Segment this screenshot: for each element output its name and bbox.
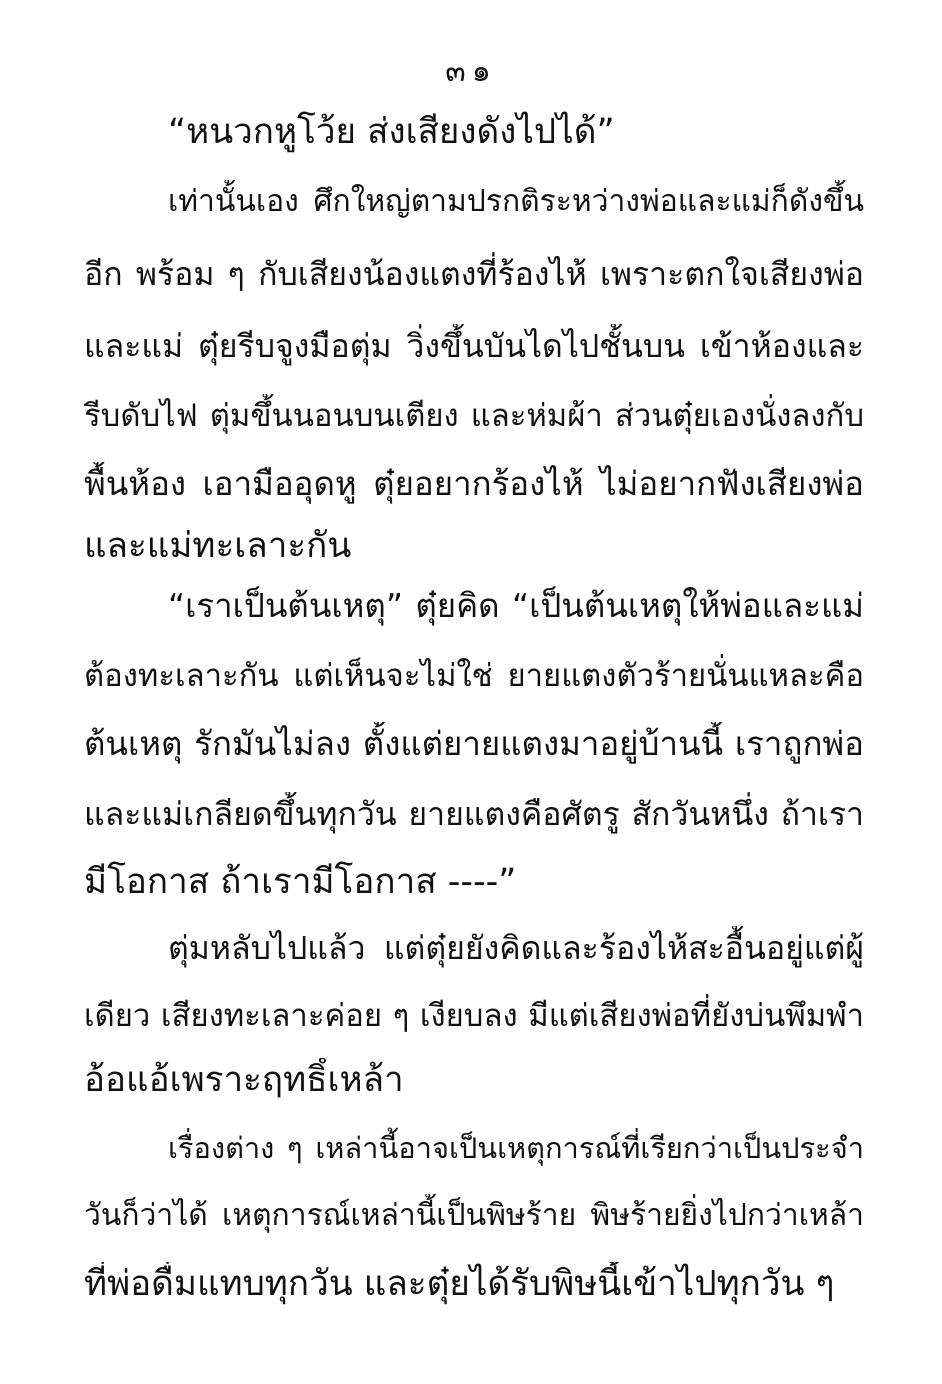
text-line: รีบดับไฟ ตุ่มขึ้นนอนบนเตียง และห่มผ้า ส่วนตุ๋ยเองนั่งลงกับ: [84, 398, 864, 434]
text-line: วันก็ว่าได้ เหตุการณ์เหล่านี้เป็นพิษร้าย พิษร้ายยิ่งไปกว่าเหล้า: [84, 1198, 864, 1233]
text-line: อีก พร้อม ๆ กับเสียงน้องแตงที่ร้องไห้ เพราะตกใจเสียงพ่อ: [84, 255, 864, 293]
page-number: ๓๑: [445, 54, 497, 89]
text-line: และแม่ทะเลาะกัน: [84, 526, 352, 566]
text-line: และแม่เกลียดขึ้นทุกวัน ยายแตงคือศัตรู สักวันหนึ่ง ถ้าเรา: [84, 795, 864, 833]
text-line: ที่พ่อดื่มแทบทุกวัน และตุ๋ยได้รับพิษนี้เข้าไปทุกวัน ๆ: [84, 1264, 835, 1304]
text-line: และแม่ ตุ๋ยรีบจูงมือตุ่ม วิ่งขึ้นบันไดไปชั้นบน เข้าห้องและ: [84, 327, 864, 365]
text-line: “หนวกหูโว้ย ส่งเสียงดังไปได้”: [168, 112, 615, 152]
text-line: “เราเป็นต้นเหตุ” ตุ๋ยคิด “เป็นต้นเหตุให้พ่อและแม่: [168, 586, 864, 625]
text-line: ต้องทะเลาะกัน แต่เห็นจะไม่ใช่ ยายแตงตัวร้ายนั่นแหละคือ: [84, 658, 864, 694]
text-line: เดียว เสียงทะเลาะค่อย ๆ เงียบลง มีแต่เสียงพ่อที่ยังบ่นพึมพำ: [84, 998, 864, 1034]
text-line: เท่านั้นเอง ศึกใหญ่ตามปรกติระหว่างพ่อและแม่ก็ดังขึ้น: [168, 184, 864, 219]
text-line: ตุ่มหลับไปแล้ว แต่ตุ๋ยยังคิดและร้องไห้สะอื้นอยู่แต่ผู้: [168, 929, 864, 967]
text-line: ต้นเหตุ รักมันไม่ลง ตั้งแต่ยายแตงมาอยู่บ้านนี้ เราถูกพ่อ: [84, 724, 864, 763]
text-line: พื้นห้อง เอามืออุดหู ตุ๋ยอยากร้องไห้ ไม่อยากฟังเสียงพ่อ: [84, 464, 864, 503]
text-line: อ้อแอ้เพราะฤทธิ์เหล้า: [84, 1060, 404, 1100]
text-line: มีโอกาส ถ้าเรามีโอกาส ----”: [84, 862, 517, 902]
text-line: เรื่องต่าง ๆ เหล่านี้อาจเป็นเหตุการณ์ที่เรียกว่าเป็นประจำ: [168, 1131, 864, 1165]
